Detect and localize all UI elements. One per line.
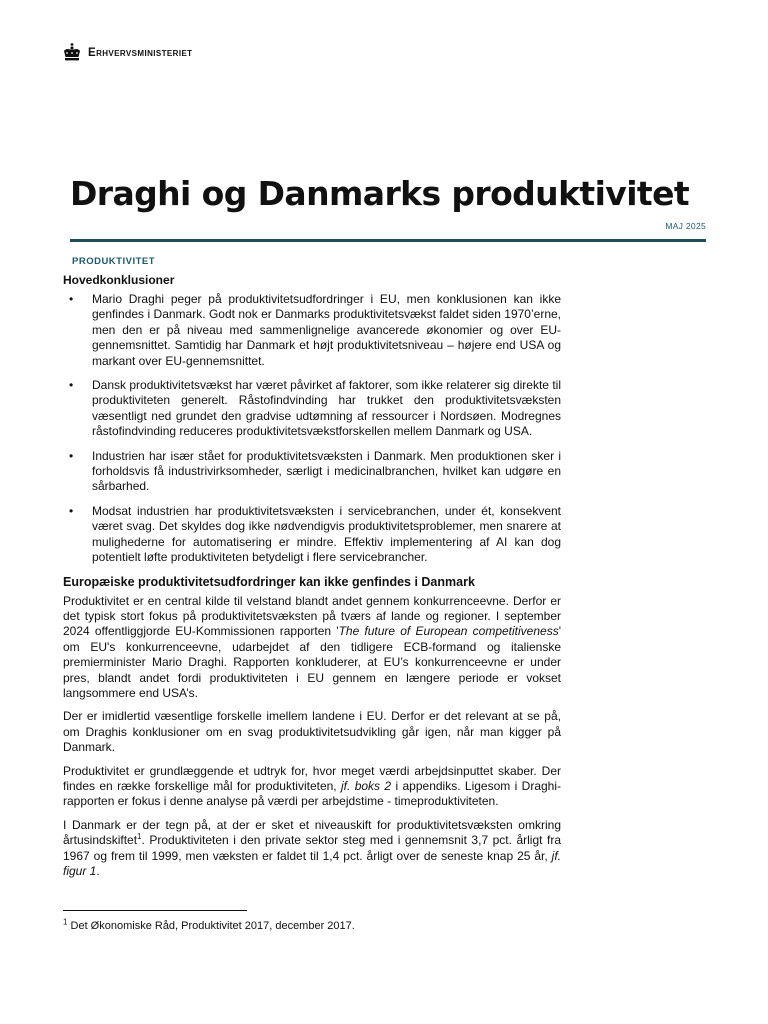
- list-item-text: Industrien har især stået for produktivitetsvæksten i Danmark. Men produktionen sker i forholdsvis få industrivirksomheder, særligt i medicinalbranchen, hvilket kan udgøre en sårbarhed.: [92, 448, 561, 494]
- list-item: [63, 449, 561, 495]
- document-title: Draghi og Danmarks produktivitet: [70, 174, 690, 213]
- list-item-text: Mario Draghi peger på produktivitetsudfordringer i EU, men konklusionen kan ikke genfindes i Danmark. Godt nok er Danmarks produktivitetsvækst faldet siden 1970’erne, men den er på niveau med sammenlignelige avancerede økonomier og over EU-gennemsnittet. Samtidig har Danmark et højt produktivitetsniveau – højere end USA og markant over EU-gennemsnittet.: [92, 292, 561, 368]
- footnote: [63, 917, 355, 932]
- paragraph: [63, 594, 561, 702]
- paragraph-text: Der er imidlertid væsentlige forskelle imellem landene i EU. Derfor er det relevant at se på, om Draghis konklusioner om en svag produktivitetsudvikling går igen, når man kigger på Danmark.: [63, 709, 561, 755]
- section-heading: Europæiske produktivitetsudfordringer kan ikke genfindes i Danmark: [63, 574, 475, 589]
- footnote-number: 1: [63, 917, 68, 927]
- footnote-text: Det Økonomiske Råd, Produktivitet 2017, december 2017.: [67, 920, 355, 932]
- key-conclusions-heading: Hovedkonklusioner: [63, 273, 175, 287]
- list-item: [63, 292, 561, 369]
- paragraph-text: Produktivitet er en central kilde til velstand blandt andet gennem konkurrenceevne. Derfor er det typisk stort fokus på produktivitetsvæksten på tværs af lande og regioner. I september 2024 offentliggjorde EU-Kommissionen rapporten ': [63, 593, 561, 639]
- report-title: The future of European competitiveness: [338, 624, 559, 639]
- key-conclusions-list: [63, 292, 561, 566]
- paragraph-text: ' om EU's konkurrenceevne, udarbejdet af den tidligere ECB-formand og italienske premierminister Mario Draghi. Rapporten konkluderer, at EU’s konkurrenceevne er under pres, blandt andet fordi produktiviteten i EU gennem en længere periode er vokset langsommere end USA’s.: [63, 624, 561, 700]
- main-content: [63, 256, 561, 887]
- paragraph: [63, 764, 561, 810]
- title-divider: [70, 239, 706, 242]
- paragraph-text: i appendiks. Ligesom i Draghi-rapporten er fokus i denne analyse på værdi per arbejdstime - timeproduktiviteten.: [63, 778, 562, 809]
- paragraph-text: Produktivitet er grundlæggende et udtryk for, hvor meget værdi arbejdsinputtet skaber. Der findes en række forskellige mål for produktiviteten,: [63, 763, 561, 793]
- paragraph-text: . Produktiviteten i den private sektor steg med i gennemsnit 3,7 pct. årligt fra 1967 og frem til 1999, men væksten er faldet til 1,4 pct. årligt over de seneste knap 25 år,: [63, 833, 561, 863]
- bullet-icon: •: [69, 292, 74, 306]
- footnote-marker: 1: [137, 832, 142, 842]
- publication-date: MAJ 2025: [665, 221, 706, 231]
- paragraph: [63, 818, 561, 880]
- list-item-text: Modsat industrien har produktivitetsvæksten i servicebranchen, under ét, konsekvent været svag. Det skyldes dog ikke nødvendigvis produktivitetsproblemer, men snarere at mulighederne for automatisering er mindre. Effektiv implementering af AI kan dog potentielt løfte produktiviteten betydeligt i flere servicebrancher.: [92, 503, 561, 565]
- list-item: [63, 504, 561, 566]
- paragraph-text: .: [96, 864, 100, 878]
- box-reference: jf. boks 2: [341, 778, 392, 793]
- list-item-text: Dansk produktivitetsvækst har været påvirket af faktorer, som ikke relaterer sig direkte til produktiviteten generelt. Råstofindvinding har trukket den produktivitetsvæksten væsentligt ned grundet den gradvise udtømning af ressourcer i Nordsøen. Modregnes råstofindvinding reduceres produktivitetsvækstforskellen mellem Danmark og USA.: [92, 378, 561, 439]
- section-kicker: PRODUKTIVITET: [72, 256, 156, 267]
- footnote-divider: [63, 910, 247, 911]
- bullet-icon: •: [69, 448, 74, 463]
- paragraph: [63, 709, 561, 755]
- crown-icon: [62, 42, 82, 64]
- list-item: [63, 378, 561, 440]
- ministry-header: [62, 42, 192, 64]
- paragraph-text: I Danmark er der tegn på, at der er sket et niveauskift for produktivitetsvæksten omkring årtusindskiftet: [63, 817, 561, 848]
- bullet-icon: •: [69, 503, 74, 518]
- ministry-name: Erhvervsministeriet: [88, 47, 193, 59]
- figure-reference: jf. figur 1: [63, 848, 561, 878]
- bullet-icon: •: [69, 378, 74, 393]
